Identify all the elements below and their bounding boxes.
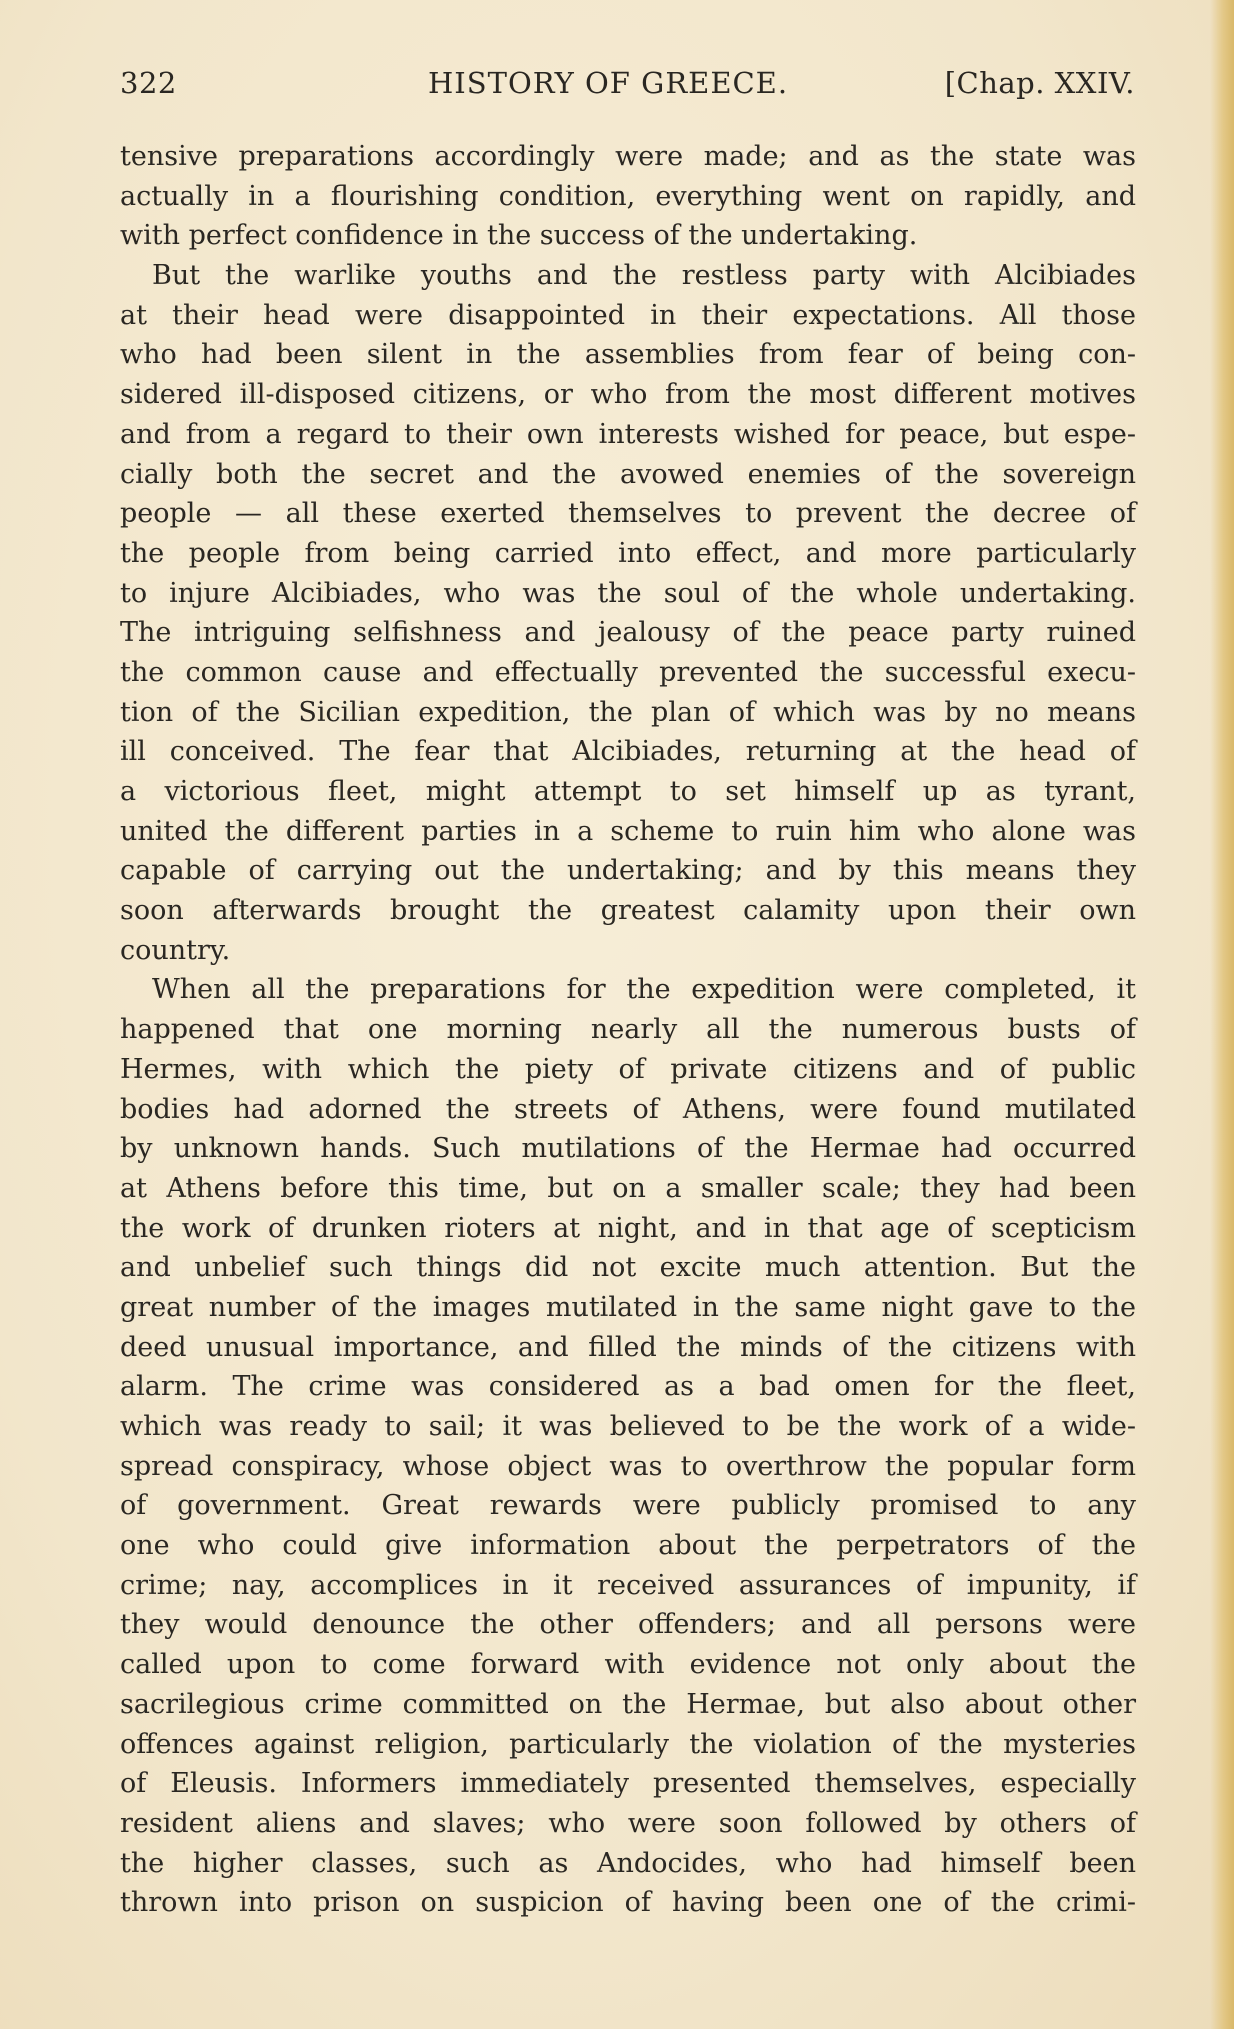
text-line: and from a regard to their own interests wished for peace, but espe- [120,418,1136,450]
text-line: by unknown hands. Such mutilations of the Hermae had occurred [120,1133,1136,1165]
text-line: country. [120,934,231,966]
page-edge [1210,0,1234,2029]
text-line: they would denounce the other offenders; and all persons were [120,1609,1136,1641]
chapter-label: [Chap. XXIV. [944,66,1135,100]
text-line: The intriguing selfishness and jealousy of the peace party ruined [120,617,1136,649]
text-line: spread conspiracy, whose object was to overthrow the popular form [120,1450,1136,1482]
page-number: 322 [120,66,177,100]
text-line: united the different parties in a scheme to ruin him who alone was [120,815,1136,847]
text-line: the work of drunken rioters at night, and in that age of scepticism [120,1212,1136,1244]
text-line: But the warlike youths and the restless party with Alcibiades [152,260,1136,292]
text-line: great number of the images mutilated in the same night gave to the [120,1291,1136,1323]
text-line: alarm. The crime was considered as a bad omen for the fleet, [120,1371,1136,1403]
running-header [120,66,1135,116]
body-text [120,137,1136,1923]
text-line: and unbelief such things did not excite much attention. But the [120,1252,1136,1284]
text-line: happened that one morning nearly all the numerous busts of [120,1014,1136,1046]
text-line: the people from being carried into effect, and more particularly [120,537,1136,569]
text-line: at Athens before this time, but on a smaller scale; they had been [120,1172,1136,1204]
text-line: capable of carrying out the undertaking; and by this means they [120,855,1136,887]
text-line: of Eleusis. Informers immediately presented themselves, especially [120,1768,1136,1800]
text-line: resident aliens and slaves; who were soon followed by others of [120,1807,1136,1839]
text-line: called upon to come forward with evidence not only about the [120,1649,1136,1681]
text-line: crime; nay, accomplices in it received assurances of impunity, if [120,1569,1136,1601]
text-line: people — all these exerted themselves to prevent the decree of [120,498,1136,530]
text-line: which was ready to sail; it was believed to be the work of a wide- [120,1411,1136,1442]
text-line: cially both the secret and the avowed enemies of the sovereign [120,458,1136,490]
text-line: ill conceived. The fear that Alcibiades, returning at the head of [120,736,1136,768]
text-line: Hermes, with which the piety of private citizens and of public [120,1053,1136,1085]
text-line: to injure Alcibiades, who was the soul of the whole undertaking. [120,577,1136,609]
running-title: HISTORY OF GREECE. [428,66,789,100]
text-line: the common cause and effectually prevented the successful execu- [120,656,1136,688]
text-line: tion of the Sicilian expedition, the plan of which was by no means [120,696,1136,728]
text-line: When all the preparations for the expedition were completed, it [152,974,1136,1006]
text-line: one who could give information about the perpetrators of the [120,1530,1136,1562]
text-line: the higher classes, such as Andocides, who had himself been [120,1847,1136,1879]
text-line: with perfect confidence in the success of the undertaking. [120,220,918,252]
text-line: thrown into prison on suspicion of having been one of the crimi- [120,1887,1136,1919]
text-line: tensive preparations accordingly were made; and as the state was [120,141,1136,172]
text-line: deed unusual importance, and filled the minds of the citizens with [120,1331,1136,1363]
text-line: actually in a flourishing condition, everything went on rapidly, and [120,180,1136,212]
text-line: a victorious fleet, might attempt to set himself up as tyrant, [120,776,1136,807]
text-line: bodies had adorned the streets of Athens, were found mutilated [120,1093,1136,1125]
text-line: sidered ill-disposed citizens, or who from the most different motives [120,379,1136,411]
text-line: of government. Great rewards were publicly promised to any [120,1490,1136,1522]
text-line: at their head were disappointed in their expectations. All those [120,299,1136,331]
text-line: who had been silent in the assemblies from fear of being con- [120,339,1136,371]
text-line: offences against religion, particularly the violation of the mysteries [120,1728,1136,1760]
text-line: sacrilegious crime committed on the Hermae, but also about other [120,1688,1136,1720]
text-line: soon afterwards brought the greatest calamity upon their own [120,895,1136,927]
